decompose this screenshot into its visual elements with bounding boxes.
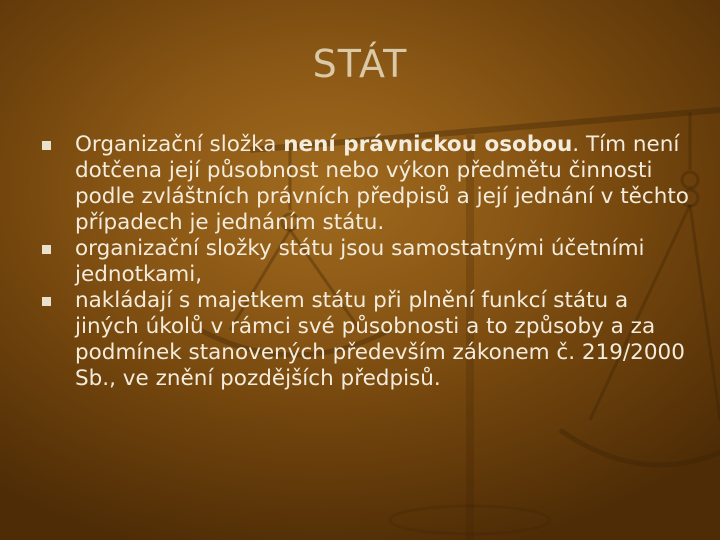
bullet-item	[42, 132, 692, 236]
slide-title: STÁT	[312, 42, 408, 86]
bullet-item	[42, 236, 692, 288]
square-bullet-icon	[42, 297, 51, 306]
emphasized-text: není právnickou osobou	[283, 132, 573, 157]
bullet-text-part: . Tím není dotčena její působnost nebo výkon předmětu činnosti podle zvláštních právních předpisů a její jednání v těchto případech je jednáním státu.	[75, 132, 689, 235]
square-bullet-icon	[42, 245, 51, 254]
bullet-item	[42, 288, 692, 392]
bullet-text-part: Organizační složka	[75, 132, 284, 157]
square-bullet-icon	[42, 141, 51, 150]
bullet-text: nakládají s majetkem státu při plnění funkcí státu a jiných úkolů v rámci své působnosti a to způsoby a za podmínek stanovených především zákonem č. 219/2000 Sb., ve znění pozdějších předpisů.	[75, 288, 685, 391]
bullet-text: organizační složky státu jsou samostatnými účetními jednotkami,	[75, 236, 645, 287]
bullet-list	[42, 132, 692, 392]
